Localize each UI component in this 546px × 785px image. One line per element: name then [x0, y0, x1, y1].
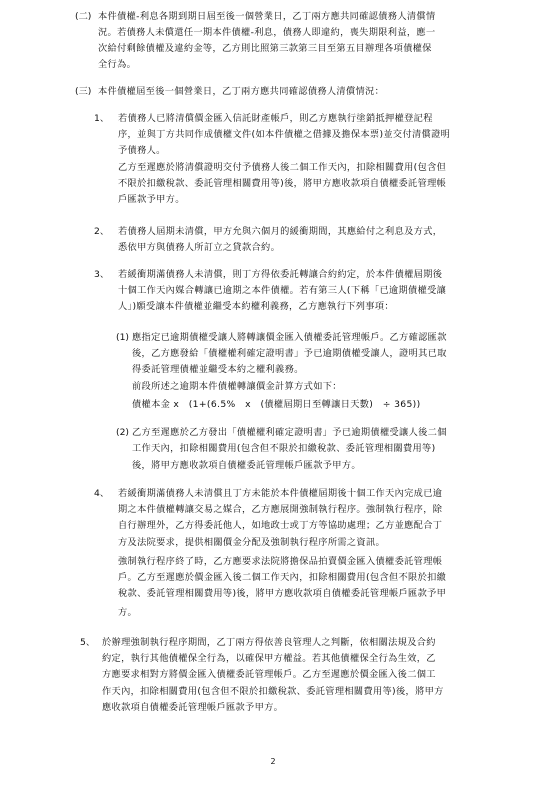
paragraph-line: 作天內，扣除相關費用(包含但不限於扣繳稅款、委託管理相關費用等)後，將甲方 — [102, 686, 444, 697]
paragraph-line: 於辦理強制執行程序期間，乙丁兩方得依善良管理人之判斷，依相關法規及合約 — [102, 637, 436, 648]
paragraph-line: 方應要求相對方將價金匯入債權委託管理帳戶。乙方至遲應於價金匯入後二個工 — [102, 669, 436, 680]
paragraph-line: 若債務人已將清償價金匯入信託財產帳戶，則乙方應執行塗銷抵押權登記程 — [118, 113, 433, 124]
subitem-1-label: (1) — [116, 332, 130, 343]
item-4-label: 4、 — [94, 488, 110, 499]
paragraph-line: 若緩衝期滿債務人未清償且丁方未能於本件債權屆期後十個工作天內完成已逾 — [118, 488, 443, 499]
paragraph-line: 悉依甲方與債務人所訂立之貸款合約。 — [118, 242, 281, 253]
paragraph-line: 稅款、委託管理相關費用等)後，將甲方應收款項自債權委託管理帳戶匯款予甲 — [118, 588, 447, 599]
paragraph-line: 本件債權-利息各期到期日屆至後一個營業日，乙丁兩方應共同確認債務人清償情 — [98, 11, 436, 22]
paragraph-line: 不限於扣繳稅款、委託管理相關費用等)後，將甲方應收款項自債權委託管理帳 — [118, 178, 447, 189]
paragraph-line: 乙方至遲應於乙方發出「債權權利確定證明書」予已逾期債權受讓人後二個 — [132, 427, 447, 438]
subitem-2-label: (2) — [116, 427, 130, 438]
paragraph-line: 應收款項自債權委託管理帳戶匯款予甲方。 — [102, 702, 284, 713]
item-1-label: 1、 — [94, 113, 110, 124]
paragraph-line: 乙方至遲應於將清償證明交付予債務人後二個工作天內，扣除相關費用(包含但 — [118, 162, 447, 173]
paragraph-line: 後，乙方應發給「債權權利確定證明書」予已逾期債權受讓人，證明其已取 — [132, 348, 447, 359]
paragraph-line: 予債務人。 — [118, 145, 166, 156]
section-2-label: (二) — [75, 11, 92, 22]
paragraph-line: 次給付剩餘債權及違約金等，乙方則比照第三款第三目至第五目辦理各項債權保 — [98, 43, 432, 54]
paragraph-line: 人」)願受讓本件債權並繼受本約權利義務，乙方應執行下列事項： — [118, 301, 394, 312]
item-2-label: 2、 — [94, 226, 110, 237]
paragraph-line: 應指定已逾期債權受讓人將轉讓價金匯入債權委託管理帳戶。乙方確認匯款 — [132, 332, 447, 343]
paragraph-line: 十個工作天內媒合轉讓已逾期之本件債權。若有第三人(下稱「已逾期債權受讓 — [118, 285, 447, 296]
paragraph-line: 序，並與丁方共同作成債權文件(如本件債權之借據及擔保本票)並交付清償證明 — [118, 129, 451, 140]
paragraph-line: 自行辦理外，乙方得委託他人，如地政士或丁方等協助處理；乙方並應配合丁 — [118, 520, 443, 531]
paragraph-line: 若債務人屆期未清償，甲方允與六個月的緩衝期間，其應給付之利息及方式， — [118, 226, 443, 237]
paragraph-line: 強制執行程序終了時，乙方應要求法院將擔保品拍賣價金匯入債權委託管理帳 — [118, 556, 443, 567]
item-5-label: 5、 — [80, 637, 96, 648]
page-number: 2 — [270, 757, 276, 766]
paragraph-line: 期之本件債權轉讓交易之媒合，乙方應展開強制執行程序。強制執行程序，除 — [118, 504, 443, 515]
paragraph-line: 後，將甲方應收款項自債權委託管理帳戶匯款予甲方。 — [132, 460, 361, 471]
paragraph-line: 若緩衝期滿債務人未清償，則丁方得依委託轉讓合約約定，於本件債權屆期後 — [118, 269, 443, 280]
paragraph-line: 況。若債務人未償還任一期本件債權-利息，債務人即違約，喪失期限利益，應一 — [98, 27, 436, 38]
item-3-label: 3、 — [94, 269, 110, 280]
section-3-label: (三) — [75, 86, 92, 97]
paragraph-line: 約定，執行其他債權保全行為，以確保甲方權益。若其他債權保全行為生效，乙 — [102, 653, 436, 664]
paragraph-line: 戶匯款予甲方。 — [118, 194, 185, 205]
formula-line: 債權本金 x (1+(6.5% x (債權屆期日至轉讓日天數) ÷ 365)) — [132, 399, 421, 410]
paragraph-line: 本件債權屆至後一個營業日，乙丁兩方應共同確認債務人清償情況： — [98, 86, 385, 97]
paragraph-line: 得委託管理債權並繼受本約之權利義務。 — [132, 364, 304, 375]
paragraph-line: 方及法院要求，提供相關價金分配及強制執行程序所需之資訊。 — [118, 537, 386, 548]
paragraph-line: 戶。乙方至遲應於價金匯入後二個工作天內，扣除相關費用(包含但不限於扣繳 — [118, 572, 447, 583]
paragraph-line: 全行為。 — [98, 59, 137, 70]
paragraph-line: 方。 — [118, 607, 138, 618]
paragraph-line: 工作天內，扣除相關費用(包含但不限於扣繳稅款、委託管理相關費用等) — [132, 443, 436, 454]
paragraph-line: 前段所述之逾期本件債權轉讓價金計算方式如下： — [132, 381, 342, 392]
